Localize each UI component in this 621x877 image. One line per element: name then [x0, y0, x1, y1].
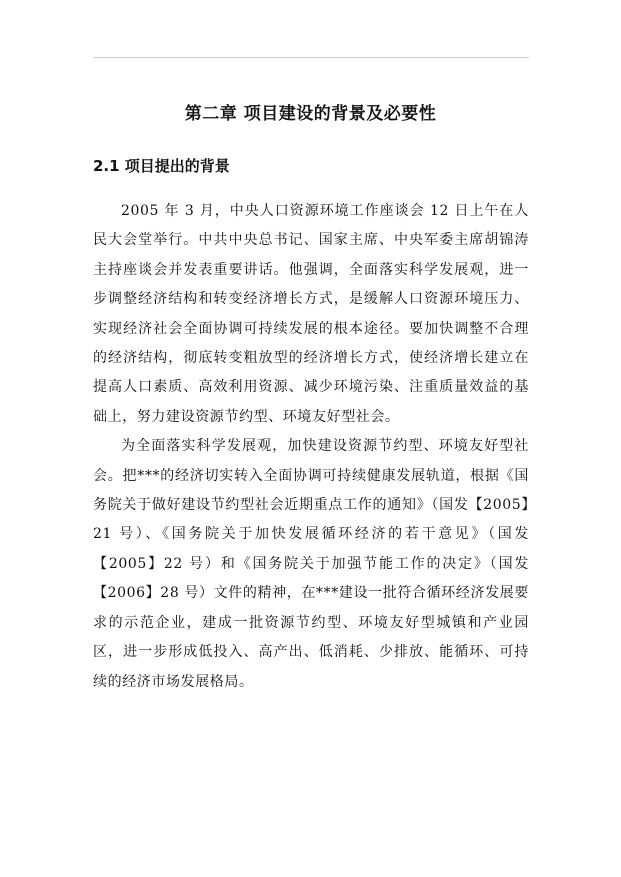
- paragraph-1: 2005 年 3 月，中央人口资源环境工作座谈会 12 日上午在人民大会堂举行。中共中央总书记、国家主席、中央军委主席胡锦涛主持座谈会并发表重要讲话。他强调，全面落实科学发展观，进一步调整经济结构和转变经济增长方式，是缓解人口资源环境压力、实现经济社会全面协调可持续发展的根本途径。要加快调整不合理的经济结构，彻底转变粗放型的经济增长方式，使经济增长建立在提高人口素质、高效利用资源、减少环境污染、注重质量效益的基础上，努力建设资源节约型、环境友好型社会。: [93, 203, 529, 425]
- body-text: [93, 197, 529, 697]
- header-rule: [93, 57, 529, 58]
- paragraph-2: 为全面落实科学发展观，加快建设资源节约型、环境友好型社会。把***的经济切实转入全面协调可持续健康发展轨道，根据《国务院关于做好建设节约型社会近期重点工作的通知》（国发【2005】21 号）、《国务院关于加快发展循环经济的若干意见》（国发【2005】22 号）和《国务院关于加强节能工作的决定》（国发【2006】28 号）文件的精神，在***建设一批符合循环经济发展要求的示范企业，建成一批资源节约型、环境友好型城镇和产业园区，进一步形成低投入、高产出、低消耗、少排放、能循环、可持续的经济市场发展格局。: [93, 438, 529, 690]
- section-title: 2.1 项目提出的背景: [93, 157, 230, 175]
- chapter-title: 第二章 项目建设的背景及必要性: [184, 104, 437, 124]
